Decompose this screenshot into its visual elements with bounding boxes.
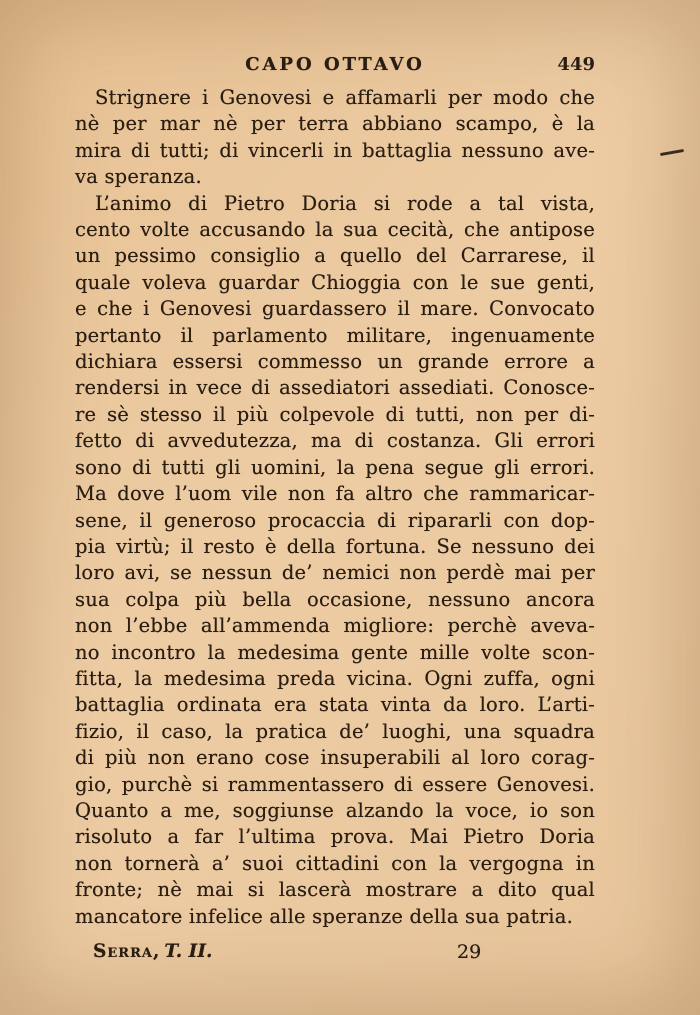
text-line: Ma dove l’uom vile non fa altro che rammaricar- <box>75 482 595 506</box>
text-line: un pessimo consiglio a quello del Carrarese, il <box>75 244 595 268</box>
text-line: battaglia ordinata era stata vinta da loro. L’arti- <box>75 693 595 717</box>
text-line: mancatore infelice alle speranze della sua patria. <box>75 904 573 928</box>
page-text <box>75 85 595 930</box>
page-footer <box>75 941 595 967</box>
text-line: nè per mar nè per terra abbiano scampo, è la <box>75 112 595 136</box>
text-line: fetto di avvedutezza, ma di costanza. Gli errori <box>75 429 595 453</box>
text-line: pia virtù; il resto è della fortuna. Se nessuno dei <box>75 534 595 558</box>
text-line: fronte; nè mai si lascerà mostrare a dito qual <box>75 878 595 902</box>
text-line: loro avi, se nessun de’ nemici non perdè mai per <box>75 561 595 585</box>
text-line: re sè stesso il più colpevole di tutti, non per di- <box>75 402 595 426</box>
text-line: mira di tutti; di vincerli in battaglia nessuno ave- <box>75 138 595 162</box>
text-line: risoluto a far l’ultima prova. Mai Pietro Doria <box>75 825 595 849</box>
page-number-top: 449 <box>557 54 595 75</box>
text-line: quale voleva guardar Chioggia con le sue genti, <box>75 270 595 294</box>
text-line: Quanto a me, soggiunse alzando la voce, io son <box>75 798 595 822</box>
page-number-bottom: 29 <box>457 941 482 963</box>
page-header <box>75 54 595 80</box>
text-line: pertanto il parlamento militare, ingenuamente <box>75 323 595 347</box>
volume-label: T. II. <box>164 941 213 962</box>
text-line: dichiara essersi commesso un grande errore a <box>75 350 595 374</box>
text-line: fitta, la medesima preda vicina. Ogni zuffa, ogni <box>75 666 595 690</box>
text-line: cento volte accusando la sua cecità, che antipose <box>75 218 595 242</box>
footer-signature <box>93 941 212 962</box>
margin-mark <box>660 149 684 156</box>
text-line: di più non erano cose insuperabili al loro corag- <box>75 746 595 770</box>
text-line: non l’ebbe all’ammenda migliore: perchè aveva- <box>75 614 595 638</box>
author-name: Serra, <box>93 941 161 962</box>
text-line: e che i Genovesi guardassero il mare. Convocato <box>75 297 595 321</box>
text-line: fizio, il caso, la pratica de’ luoghi, una squadra <box>75 719 595 743</box>
text-line: non tornerà a’ suoi cittadini con la vergogna in <box>75 851 595 875</box>
text-line: rendersi in vece di assediatori assediati. Conosce- <box>75 376 595 400</box>
text-line: sua colpa più bella occasione, nessuno ancora <box>75 587 595 611</box>
text-line: L’animo di Pietro Doria si rode a tal vista, <box>95 191 595 215</box>
text-line: gio, purchè si rammentassero di essere Genovesi. <box>75 772 595 796</box>
text-line: sono di tutti gli uomini, la pena segue gli errori. <box>75 455 595 479</box>
chapter-title: CAPO OTTAVO <box>245 54 425 75</box>
text-line: va speranza. <box>75 165 202 189</box>
text-line: no incontro la medesima gente mille volte scon- <box>75 640 595 664</box>
text-line: sene, il generoso procaccia di ripararli con dop- <box>75 508 595 532</box>
text-line: Strignere i Genovesi e affamarli per modo che <box>95 86 595 109</box>
